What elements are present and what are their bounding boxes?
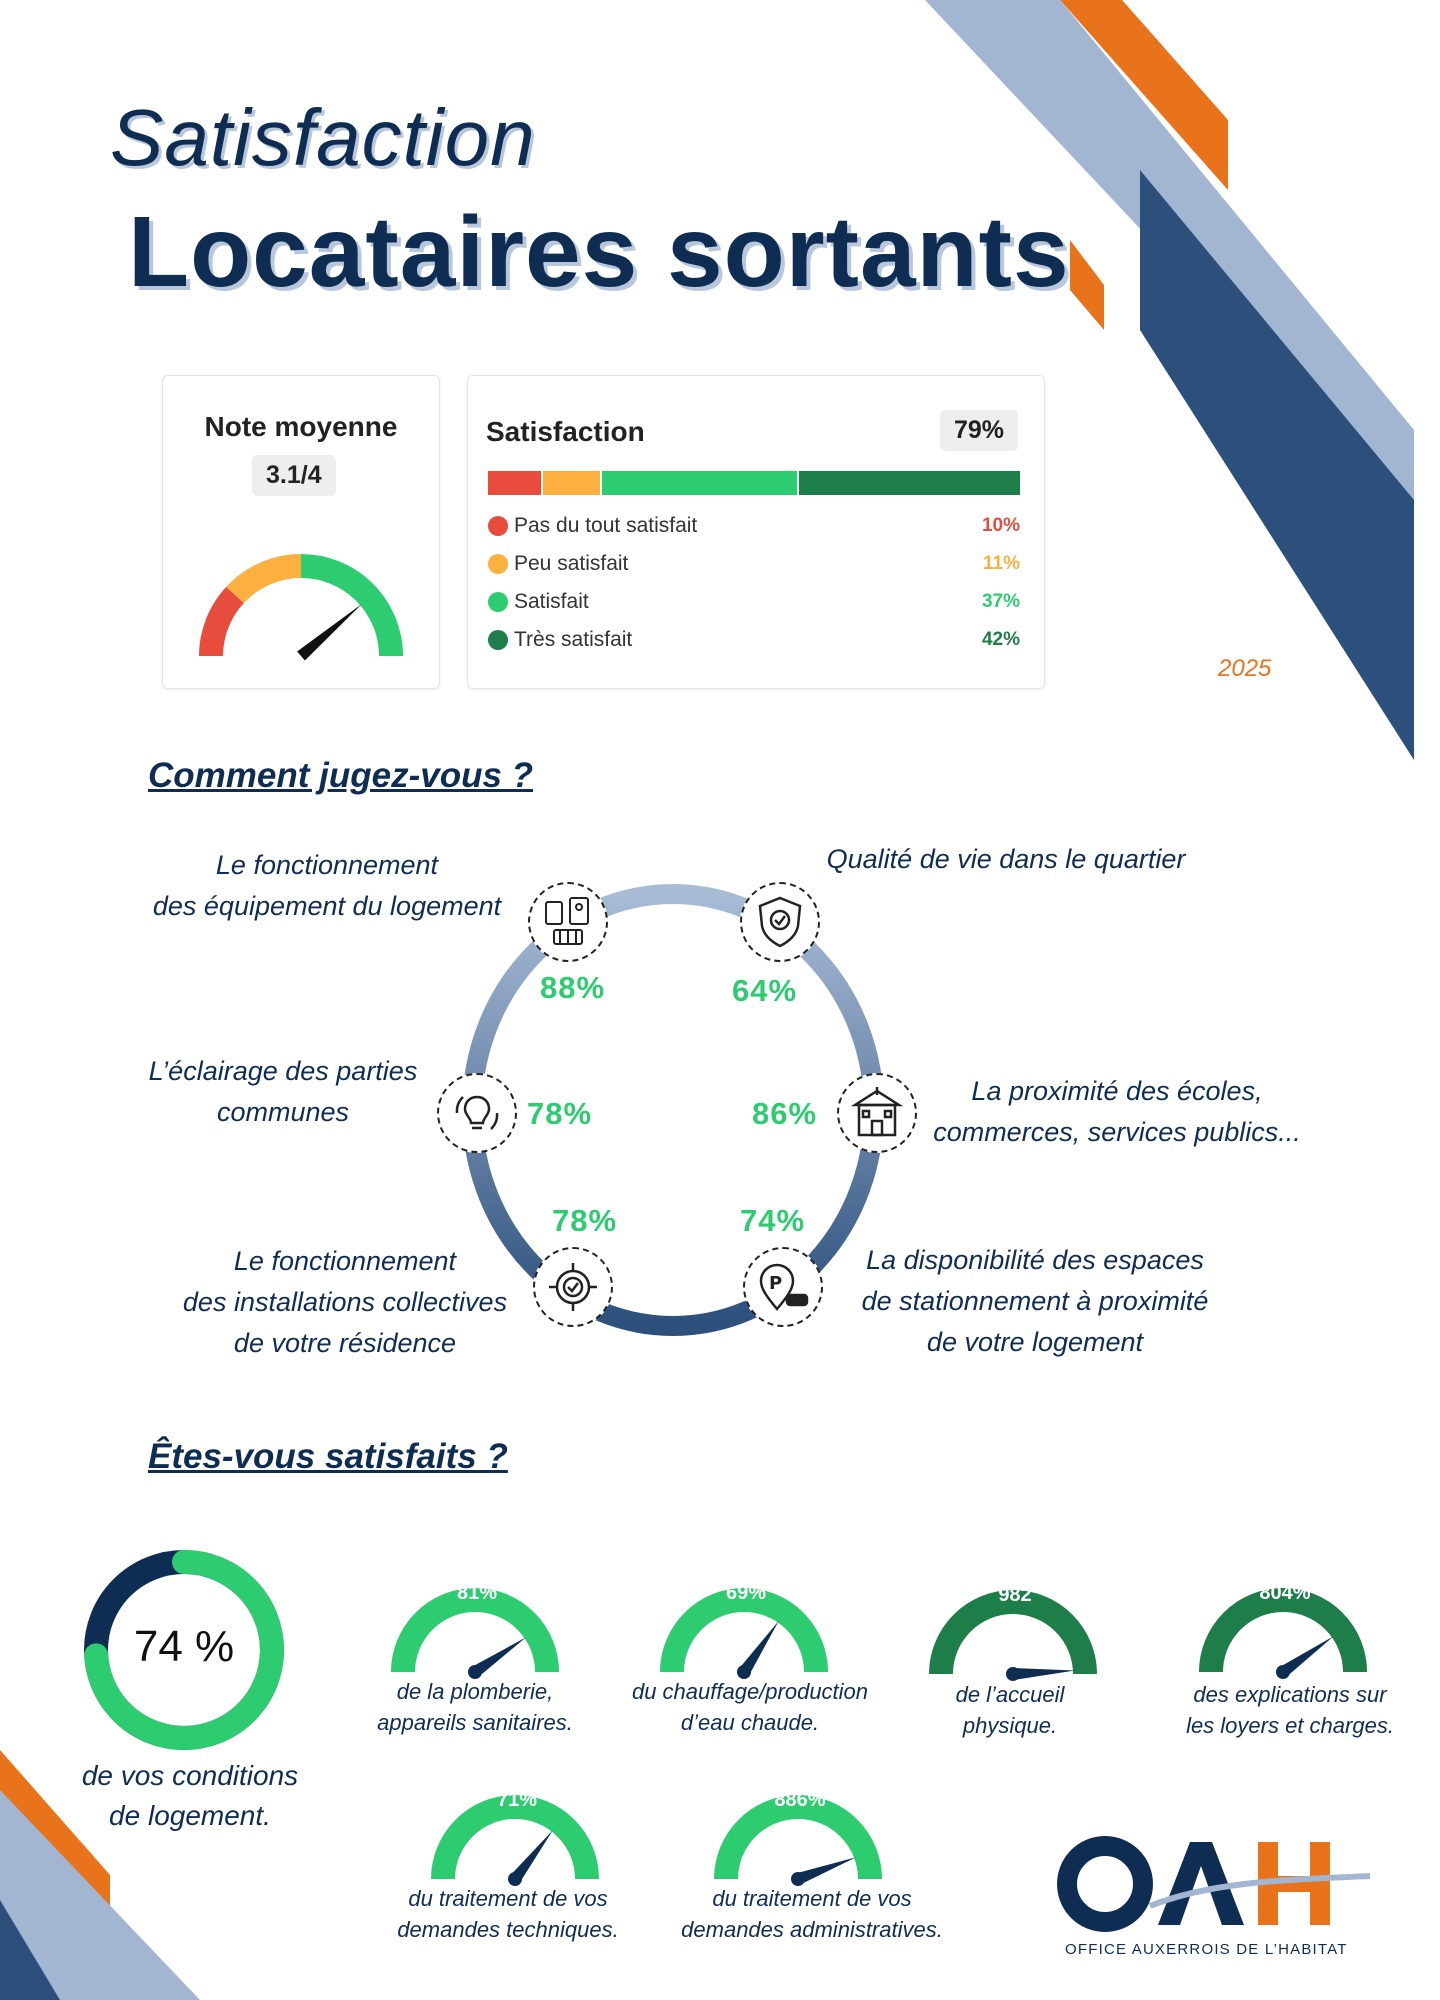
year-label: 2025: [1218, 655, 1272, 682]
gauge-arc: [941, 1602, 1085, 1674]
gauge-value: 71%: [496, 1789, 538, 1811]
stacked-bar-segment: [541, 471, 600, 495]
note-gauge: [191, 526, 411, 666]
label-eclairage: L’éclairage des parties communes: [148, 1056, 418, 1127]
satisfaction-card: [467, 375, 1045, 689]
stacked-bar-segment: [600, 471, 797, 495]
legend-label: Peu satisfait: [514, 552, 629, 575]
pct-proximite: 86%: [752, 1096, 818, 1131]
legend-label: Pas du tout satisfait: [514, 514, 698, 537]
legend-row-peu: [488, 552, 1020, 576]
legend-dot: [488, 592, 508, 612]
legend-pct: 42%: [981, 629, 1020, 650]
donut-label: de vos conditions de logement.: [81, 1760, 299, 1831]
note-gauge-needle: [297, 604, 362, 661]
label-installations: Le fonctionnement des installations collectives de votre résidence: [182, 1246, 508, 1358]
pct-installations: 78%: [552, 1203, 618, 1238]
gauge-label: de la plomberie, appareils sanitaires.: [377, 1679, 573, 1735]
legend-dot: [488, 554, 508, 574]
parking-icon: [743, 1247, 823, 1327]
label-quartier: Qualité de vie dans le quartier: [826, 844, 1186, 874]
section-title-comment-jugez-vous: Comment jugez-vous ?: [148, 756, 534, 795]
stacked-bar-segment: [797, 471, 1020, 495]
school-building-icon: [837, 1073, 917, 1153]
appliances-icon: [528, 882, 608, 962]
title-satisfaction: Satisfaction: [110, 93, 536, 182]
satisfaction-value: 79%: [940, 410, 1018, 451]
label-proximite: La proximité des écoles, commerces, services publics...: [933, 1076, 1301, 1147]
svg-text:P: P: [769, 1273, 783, 1294]
legend-dot: [488, 516, 508, 536]
pct-quartier: 64%: [732, 973, 798, 1008]
gauge-arc: [403, 1600, 547, 1672]
stacked-bar-segment: [488, 471, 541, 495]
note-moyenne-label: Note moyenne: [204, 411, 398, 442]
gauge-value: 81%: [456, 1582, 498, 1604]
legend-label: Très satisfait: [514, 628, 633, 651]
logo-letters: OAH: [650, 1430, 653, 1431]
gear-check-icon: [533, 1247, 613, 1327]
gauge-value: 804%: [1259, 1582, 1311, 1604]
satisfaction-stacked-bar: [488, 471, 1020, 495]
label-stationnement: La disponibilité des espaces de stationnement à proximité de votre logement: [861, 1245, 1209, 1357]
legend-pct: 10%: [981, 515, 1020, 536]
legend-pct: 11%: [983, 553, 1020, 574]
legend-row-pas-du-tout: [488, 514, 1020, 538]
legend-pct: 37%: [981, 591, 1020, 612]
lightbulb-icon: [437, 1073, 517, 1153]
shield-badge-icon: [740, 882, 820, 962]
legend-dot: [488, 630, 508, 650]
gauge-needle: [796, 1857, 856, 1884]
gauge-label: de l’accueil physique.: [955, 1682, 1065, 1738]
note-moyenne-value: 3.1/4: [252, 455, 336, 496]
note-moyenne-card: [162, 375, 440, 689]
gauge-value: 982: [998, 1584, 1032, 1606]
gauge-value: 886%: [774, 1789, 826, 1811]
gauge-arc: [672, 1600, 816, 1672]
gauge-label: du traitement de vos demandes techniques.: [397, 1886, 619, 1942]
label-equipement: Le fonctionnement des équipement du logement: [152, 850, 502, 921]
logo-tagline: OFFICE AUXERROIS DE L’HABITAT: [1065, 1941, 1348, 1958]
pct-eclairage: 78%: [527, 1096, 593, 1131]
pct-stationnement: 74%: [740, 1203, 806, 1238]
legend-label: Satisfait: [514, 590, 589, 613]
title-locataires-sortants: Locataires sortants: [128, 196, 1070, 308]
gauge-arc: [726, 1807, 870, 1879]
gauge-hub: [1276, 1665, 1290, 1679]
gauge-arc: [443, 1807, 587, 1879]
legend-row-satisfait: [488, 590, 1020, 614]
satisfaction-label: Satisfaction: [486, 416, 645, 447]
legend-row-tres-satisfait: [488, 628, 1020, 652]
pct-equipement: 88%: [540, 970, 606, 1005]
donut-value: 74 %: [133, 1622, 235, 1671]
gauge-label: du traitement de vos demandes administratives.: [681, 1886, 943, 1942]
gauge-value: 69%: [725, 1582, 767, 1604]
gauge-arc: [1211, 1600, 1355, 1672]
gauge-label: des explications sur les loyers et charges.: [1186, 1682, 1394, 1738]
section-title-etes-vous-satisfaits: Êtes-vous satisfaits ?: [148, 1437, 508, 1476]
gauge-label: du chauffage/production d’eau chaude.: [631, 1679, 869, 1735]
